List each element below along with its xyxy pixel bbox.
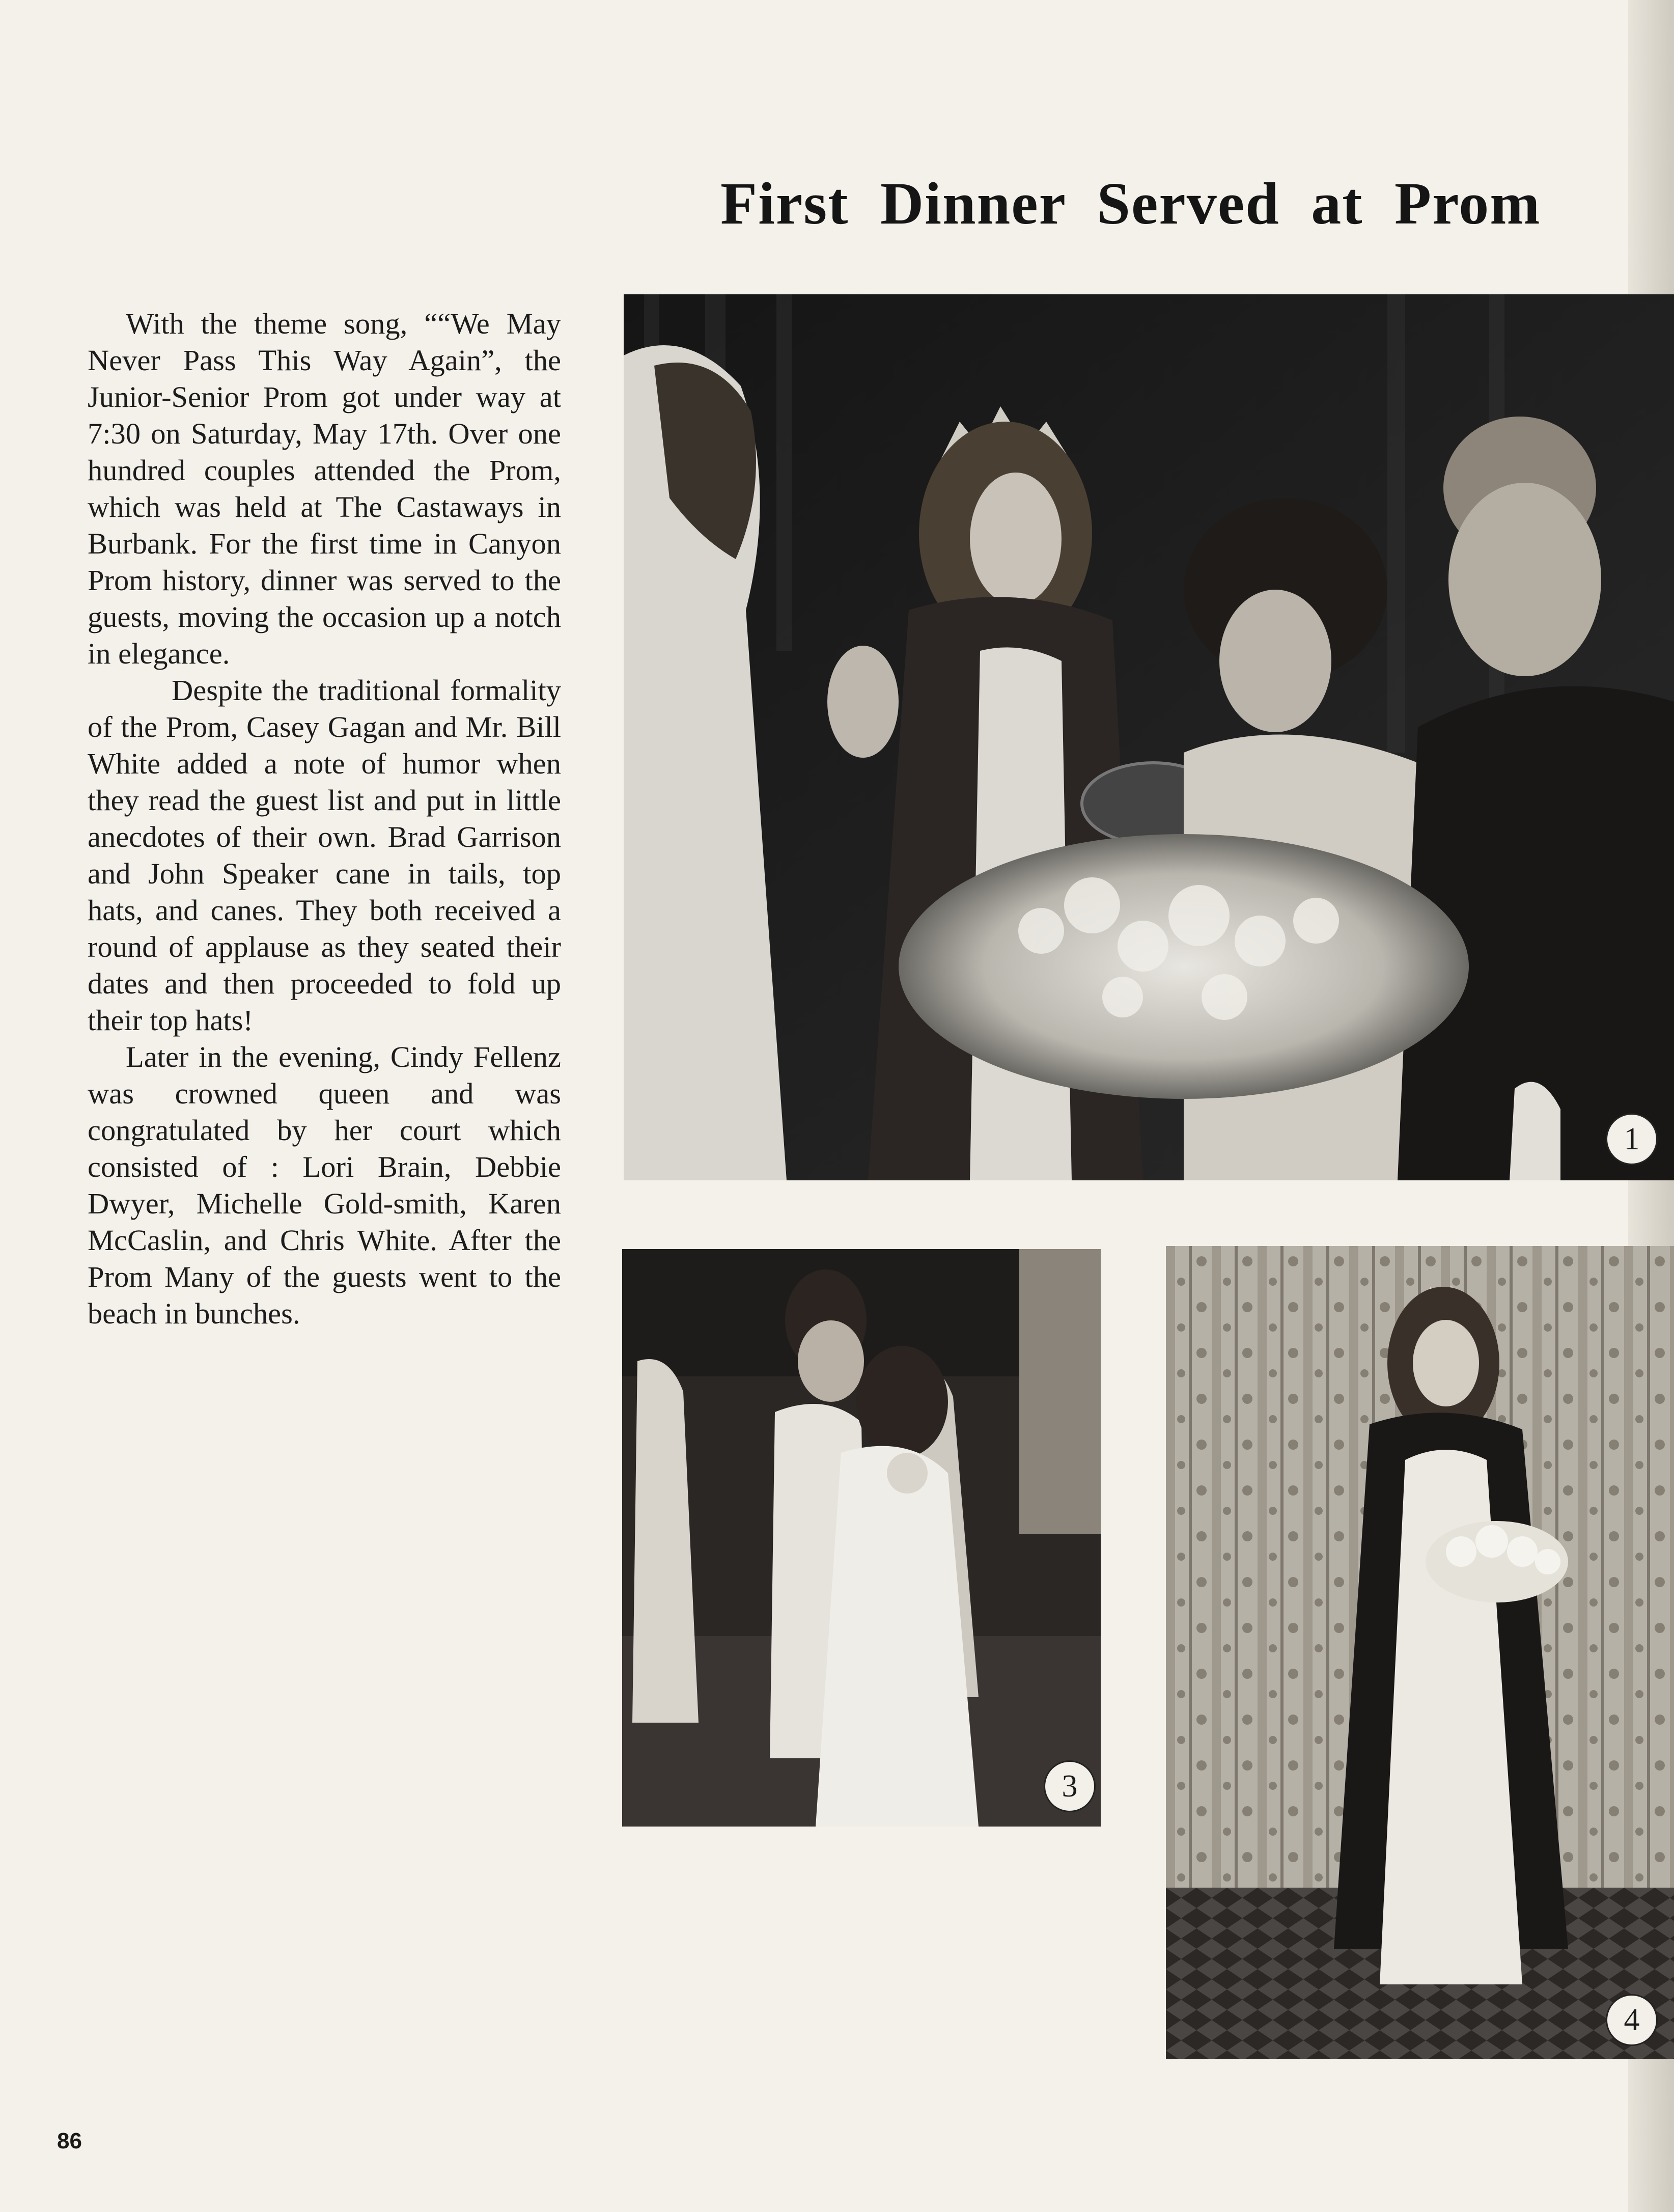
article-paragraph-1: With the theme song, ““We May Never Pass This Way Again”, the Junior-Senior Prom got under way at 7:30 on Saturday, May 17th. Over one hundred couples attended the Prom, which was held at The Castaways in Burbank. For the first time in Canyon Prom history, dinner was served to the guests, moving the occasion up a notch in elegance. (88, 307, 561, 670)
page-title: First Dinner Served at Prom (720, 170, 1541, 237)
photo-number-badge: 4 (1606, 1994, 1658, 2046)
photo-number-badge: 3 (1044, 1760, 1096, 1812)
photo-dancing (622, 1249, 1101, 1827)
photo-queen-image (1166, 1246, 1674, 2059)
page-number: 86 (57, 2128, 82, 2153)
article-paragraph-2: Despite the traditional formality of the Prom, Casey Gagan and Mr. Bill White added a note of humor when they read the guest list and put in little anecdotes of their own. Brad Garrison and John Speaker cane in tails, top hats, and canes. They both received a round of applause as they seated their dates and then proceeded to fold up their top hats! (88, 674, 561, 1037)
photo-crowning (624, 294, 1674, 1180)
photo-crowning-image (624, 294, 1674, 1180)
photo-queen-portrait (1166, 1246, 1674, 2059)
photo-number-badge: 1 (1606, 1113, 1658, 1165)
photo-dancing-image (622, 1249, 1101, 1827)
article-text (88, 306, 561, 1332)
article-paragraph-3: Later in the evening, Cindy Fellenz was crowned queen and was congratulated by her court which consisted of : Lori Brain, Debbie Dwyer, Michelle Gold-smith, Karen McCaslin, and Chris White. After the Prom Many of the guests went to the beach in bunches. (88, 1040, 561, 1330)
